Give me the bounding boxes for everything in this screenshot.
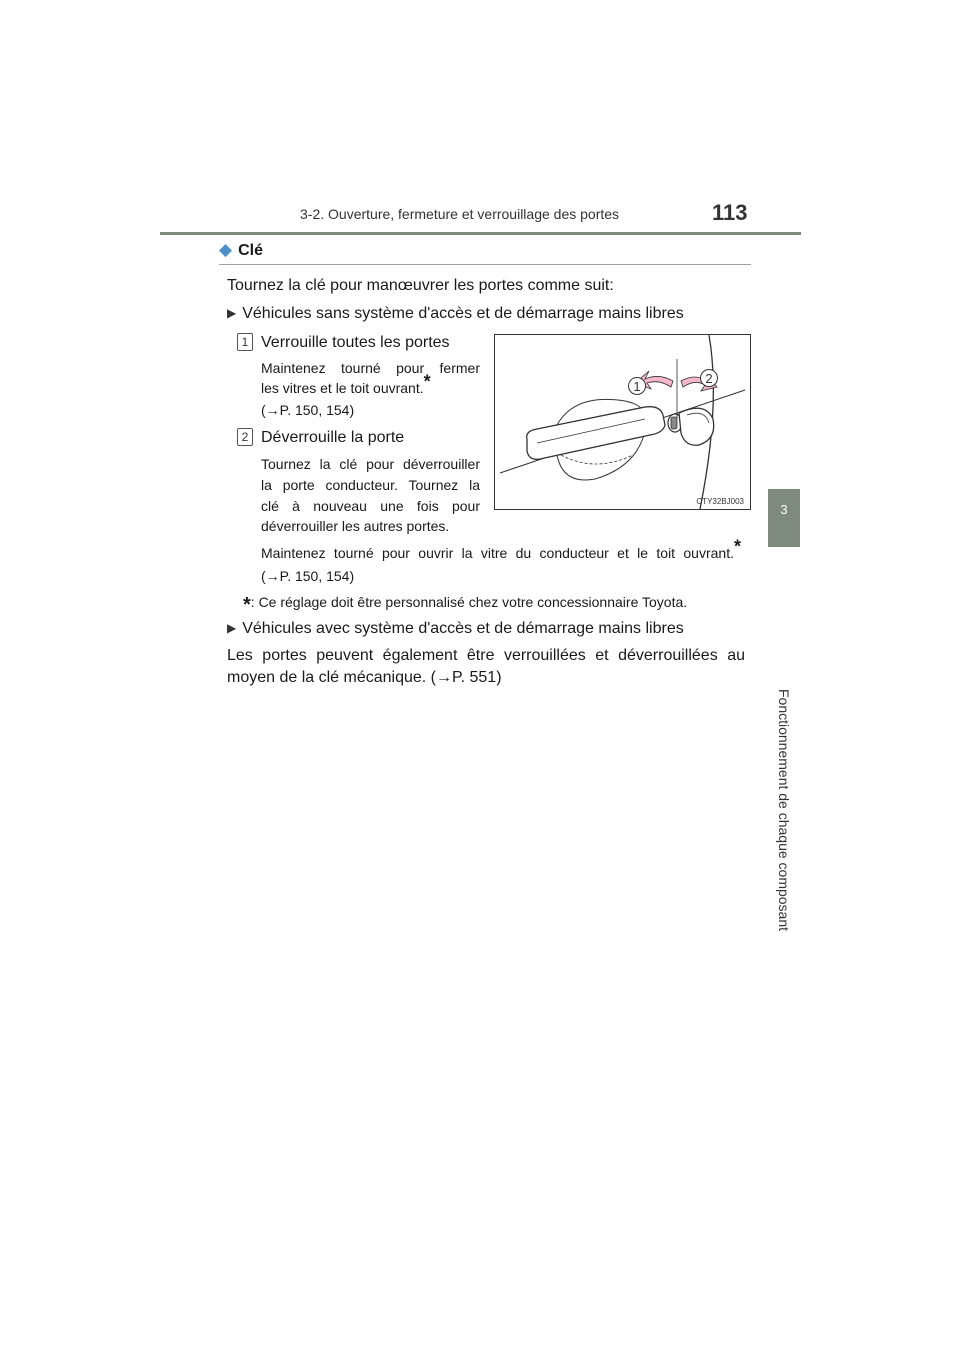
chapter-number: 3: [780, 502, 788, 517]
subsection-heading-1: [227, 303, 684, 325]
section-title-text: Clé: [238, 242, 263, 259]
subsection-heading-1-text: Véhicules sans système d'accès et de démarrage mains libres: [242, 305, 684, 322]
subsection-heading-2-text: Véhicules avec système d'accès et de démarrage mains libres: [242, 620, 684, 637]
page-number: 113: [712, 200, 748, 225]
footnote-star: *: [423, 371, 431, 392]
footnote: [243, 591, 688, 616]
footnote-star: *: [733, 536, 741, 557]
chapter-tab: [768, 489, 800, 547]
item-2-desc-line1: Tournez la clé pour déverrouiller: [261, 456, 480, 472]
item-1-note-line1: Maintenez tourné pour fermer: [261, 360, 480, 376]
door-handle-key-drawing: [495, 335, 750, 509]
key-illustration: [494, 334, 751, 510]
closing-line-1: Les portes peuvent également être verrouillées et déverrouillées au: [227, 647, 745, 664]
item-2-desc-line3: clé à nouveau une fois pour: [261, 498, 480, 514]
item-2-desc-line4: déverrouiller les autres portes.: [261, 518, 450, 534]
item-1-ref: (→P. 150, 154): [261, 402, 355, 418]
section-rule: [219, 264, 751, 265]
footnote-text: : Ce réglage doit être personnalisé chez votre concessionnaire Toyota.: [250, 594, 688, 610]
intro-text: Tournez la clé pour manœuvrer les portes comme suit:: [227, 277, 614, 294]
item-2-title: Déverrouille la porte: [261, 429, 405, 446]
item-1-note-line2: [261, 371, 431, 398]
diamond-icon: ◆: [219, 240, 233, 259]
callout-2: 2: [705, 371, 713, 386]
footnote-marker: *: [243, 594, 251, 616]
subsection-heading-2: [227, 618, 684, 640]
callout-1: 1: [633, 379, 641, 394]
item-badge-1: 1: [237, 333, 253, 351]
item-2-desc-line2: la porte conducteur. Tournez la: [261, 477, 480, 493]
triangle-bullet-icon: ▶: [227, 306, 237, 320]
item-badge-2: 2: [237, 428, 253, 446]
closing-line-2: moyen de la clé mécanique. (→P. 551): [227, 669, 502, 686]
section-title: [219, 240, 263, 260]
header-rule: [160, 232, 801, 235]
running-header: 3-2. Ouverture, fermeture et verrouillage des portes: [300, 206, 620, 222]
item-2-ref: (→P. 150, 154): [261, 568, 355, 584]
chapter-label-text: Fonctionnement de chaque composant: [776, 688, 792, 932]
item-2-note: [261, 536, 741, 563]
item-2-note-text: Maintenez tourné pour ouvrir la vitre du conducteur et le toit ouvrant.: [261, 545, 734, 561]
triangle-bullet-icon: ▶: [227, 621, 237, 635]
item-1-title: Verrouille toutes les portes: [261, 334, 450, 351]
item-1-note-line2-text: les vitres et le toit ouvrant.: [261, 380, 424, 396]
figure-code: CTY32BJ003: [696, 497, 744, 506]
